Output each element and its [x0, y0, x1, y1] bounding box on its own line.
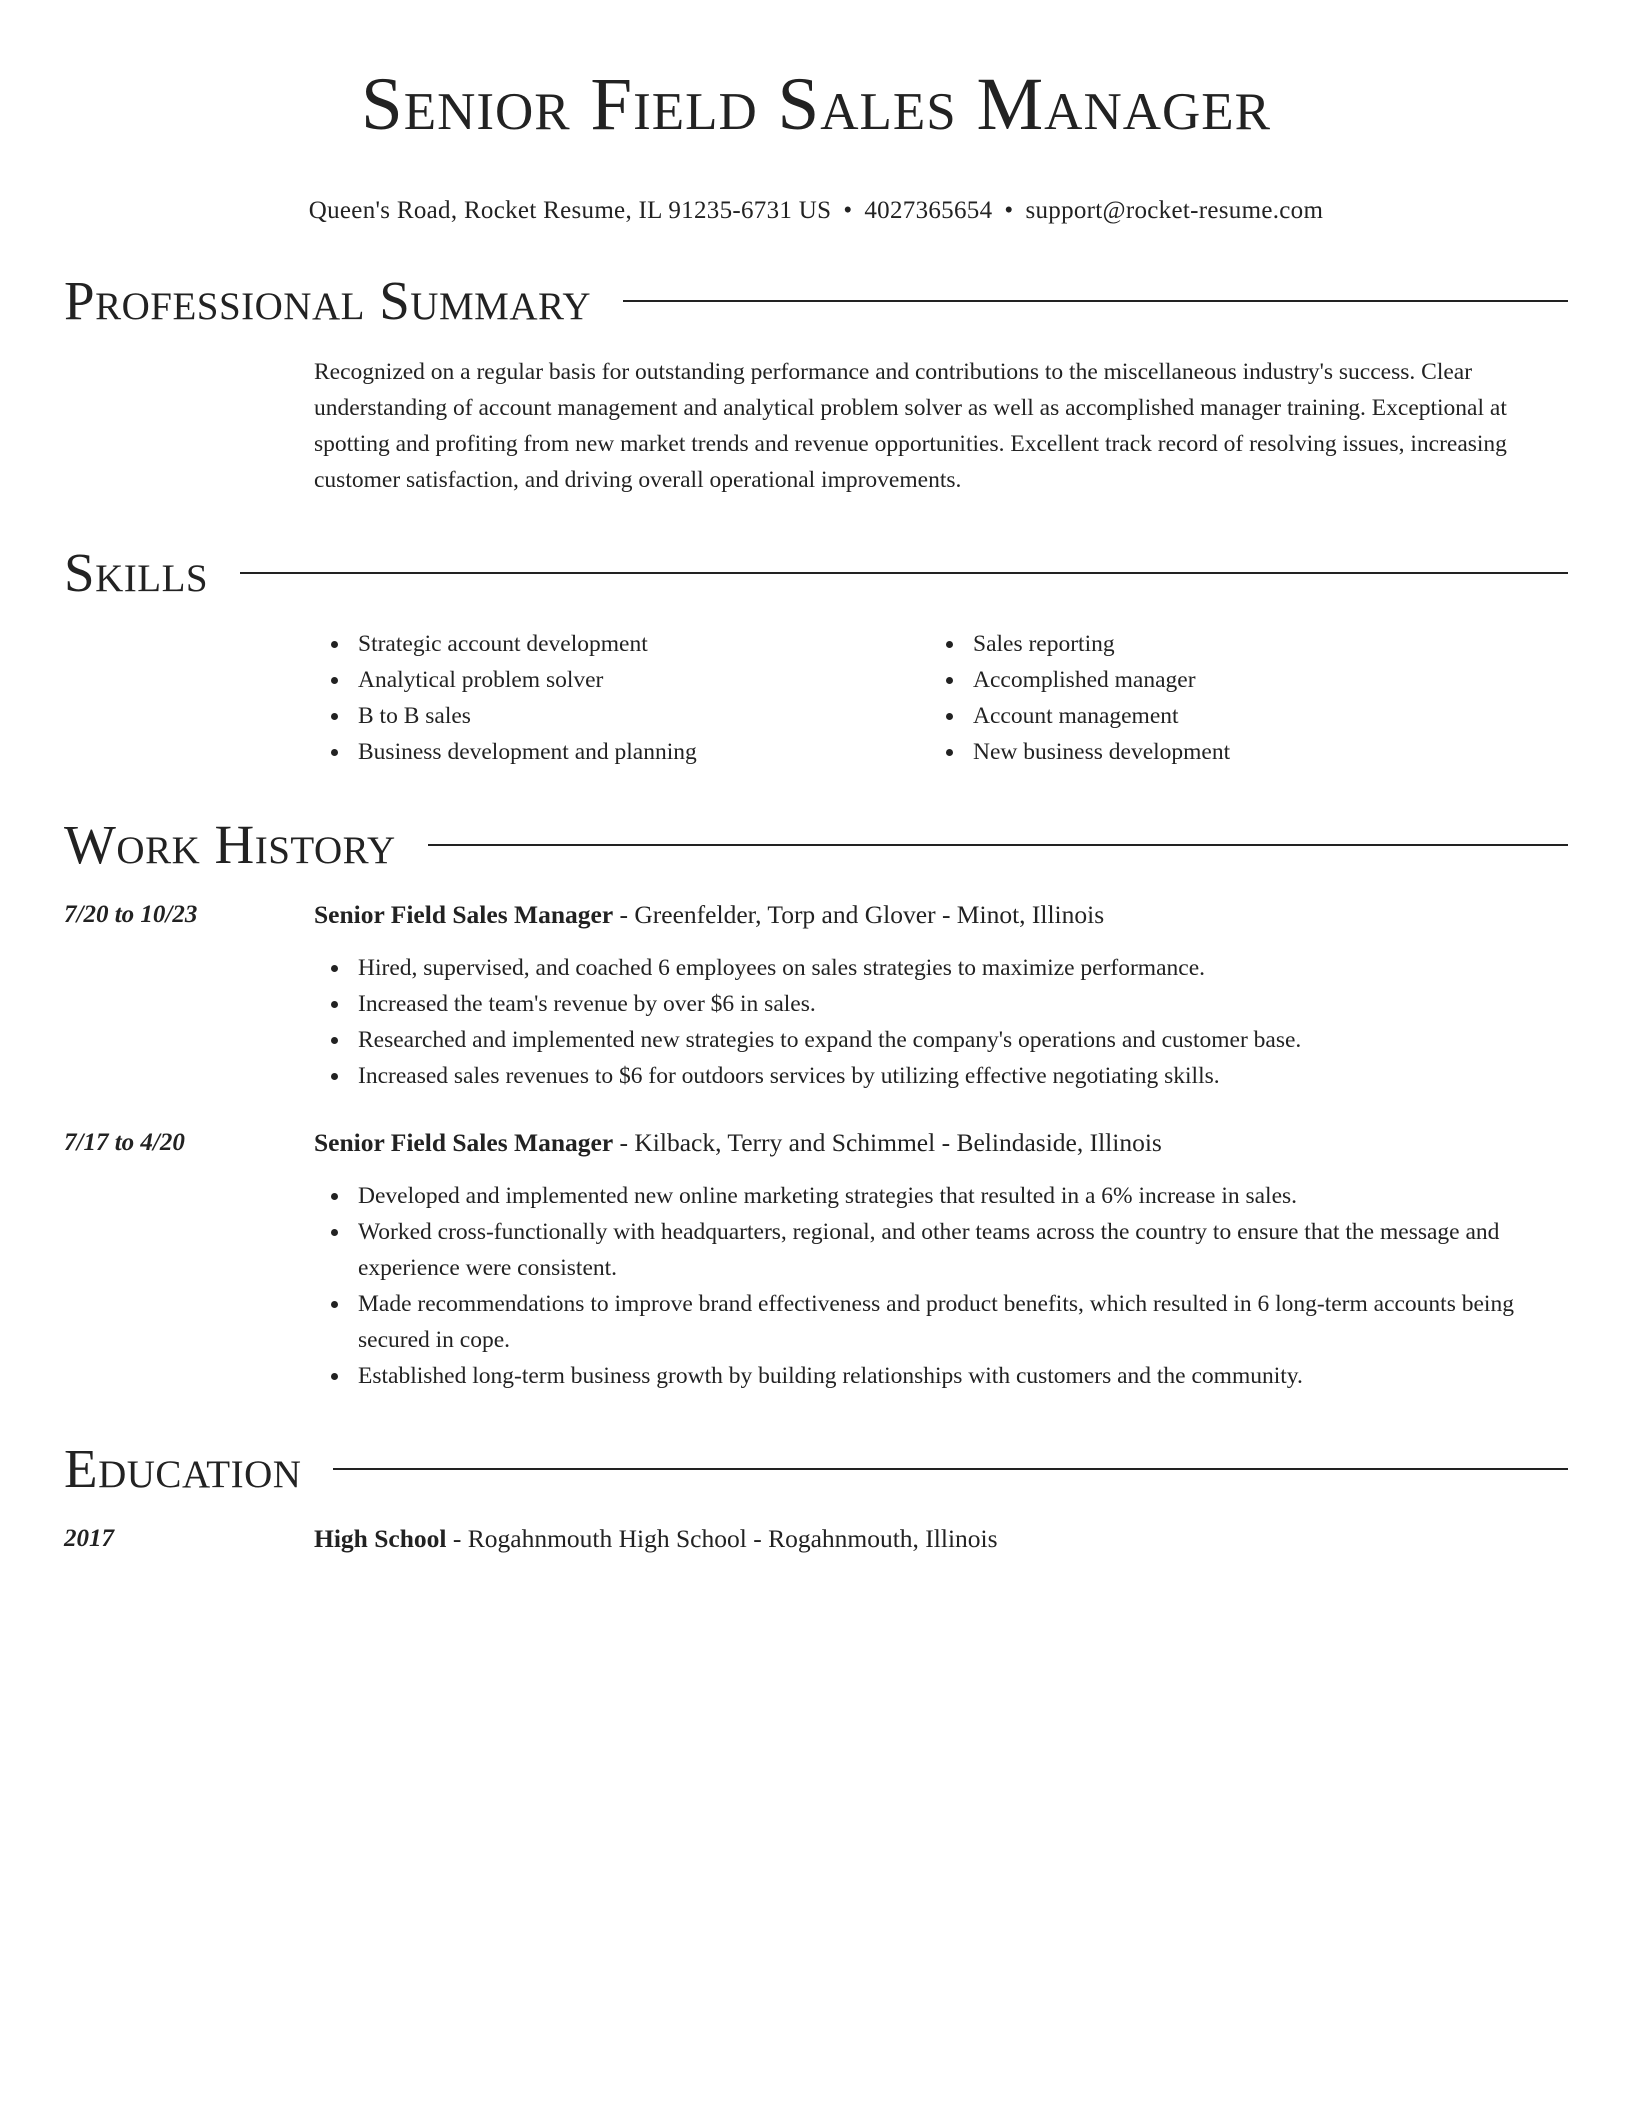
skill-item: Account management — [929, 698, 1544, 734]
skills-list-left — [314, 626, 929, 770]
job-bullet: Increased the team's revenue by over $6 in sales. — [314, 986, 1568, 1022]
work-section-title: Work History — [64, 814, 396, 875]
skill-item: Analytical problem solver — [314, 662, 929, 698]
skills-section-header — [64, 542, 1568, 604]
skill-item: Accomplished manager — [929, 662, 1544, 698]
skill-item: Sales reporting — [929, 626, 1544, 662]
job-body — [314, 898, 1568, 1094]
job-entry — [64, 898, 1568, 1094]
skills-section — [64, 626, 1568, 770]
skills-body — [314, 626, 1568, 770]
job-bullet: Developed and implemented new online marketing strategies that resulted in a 6% increase in sales. — [314, 1178, 1568, 1214]
education-school: - Rogahnmouth High School - Rogahnmouth, Illinois — [446, 1524, 998, 1553]
section-divider — [428, 844, 1568, 846]
summary-body — [314, 354, 1568, 498]
job-role: Senior Field Sales Manager — [314, 1128, 614, 1157]
skills-grid — [314, 626, 1568, 770]
job-role: Senior Field Sales Manager — [314, 900, 614, 929]
education-degree: High School — [314, 1524, 447, 1553]
section-divider — [240, 572, 1568, 574]
skills-left-spacer — [64, 626, 314, 770]
summary-section-title: Professional Summary — [64, 270, 592, 331]
education-section-header — [64, 1438, 1568, 1500]
skill-item: New business development — [929, 734, 1544, 770]
contact-line — [64, 196, 1568, 226]
summary-section-header — [64, 270, 1568, 332]
skill-item: Strategic account development — [314, 626, 929, 662]
job-employer: - Kilback, Terry and Schimmel - Belindaside, Illinois — [613, 1128, 1162, 1157]
summary-section — [64, 354, 1568, 498]
education-body — [314, 1522, 1568, 1556]
education-heading — [314, 1522, 1568, 1556]
job-heading — [314, 1126, 1568, 1160]
job-employer: - Greenfelder, Torp and Glover - Minot, Illinois — [613, 900, 1105, 929]
section-divider — [623, 300, 1568, 302]
contact-separator: • — [1004, 197, 1014, 224]
education-section-title: Education — [64, 1438, 302, 1499]
summary-text: Recognized on a regular basis for outstanding performance and contributions to the miscellaneous industry's success. Clear understanding of account management and analytical problem solver as well as accomplished manager training. Exceptional at spotting and profiting from new market trends and revenue opportunities. Excellent track record of resolving issues, increasing customer satisfaction, and driving overall operational improvements. — [314, 359, 1507, 493]
job-bullet: Increased sales revenues to $6 for outdoors services by utilizing effective negotiating skills. — [314, 1058, 1568, 1094]
education-entry — [64, 1522, 1568, 1556]
job-dates: 7/20 to 10/23 — [64, 901, 198, 928]
summary-left-spacer — [64, 354, 314, 498]
resume-name: Senior Field Sales Manager — [361, 63, 1271, 146]
skills-list-right — [929, 626, 1544, 770]
job-bullet: Made recommendations to improve brand effectiveness and product benefits, which resulted in 6 long-term accounts being secured in cope. — [314, 1286, 1568, 1358]
job-entry — [64, 1126, 1568, 1394]
skills-section-title: Skills — [64, 542, 209, 603]
job-bullets — [314, 1178, 1568, 1394]
job-bullet: Worked cross-functionally with headquarters, regional, and other teams across the country to ensure that the message and experience were consistent. — [314, 1214, 1568, 1286]
job-bullet: Established long-term business growth by building relationships with customers and the community. — [314, 1358, 1568, 1394]
skill-item: B to B sales — [314, 698, 929, 734]
job-dates: 7/17 to 4/20 — [64, 1129, 185, 1156]
job-heading — [314, 898, 1568, 932]
section-divider — [333, 1468, 1568, 1470]
contact-email: support@rocket-resume.com — [1025, 197, 1324, 224]
job-bullet: Hired, supervised, and coached 6 employees on sales strategies to maximize performance. — [314, 950, 1568, 986]
job-bullets — [314, 950, 1568, 1094]
skill-item: Business development and planning — [314, 734, 929, 770]
work-section-header — [64, 814, 1568, 876]
contact-address: Queen's Road, Rocket Resume, IL 91235-6731 US — [308, 197, 832, 224]
job-body — [314, 1126, 1568, 1394]
contact-separator: • — [843, 197, 853, 224]
education-year: 2017 — [64, 1525, 114, 1552]
job-bullet: Researched and implemented new strategies to expand the company's operations and customer base. — [314, 1022, 1568, 1058]
contact-phone: 4027365654 — [864, 197, 993, 224]
